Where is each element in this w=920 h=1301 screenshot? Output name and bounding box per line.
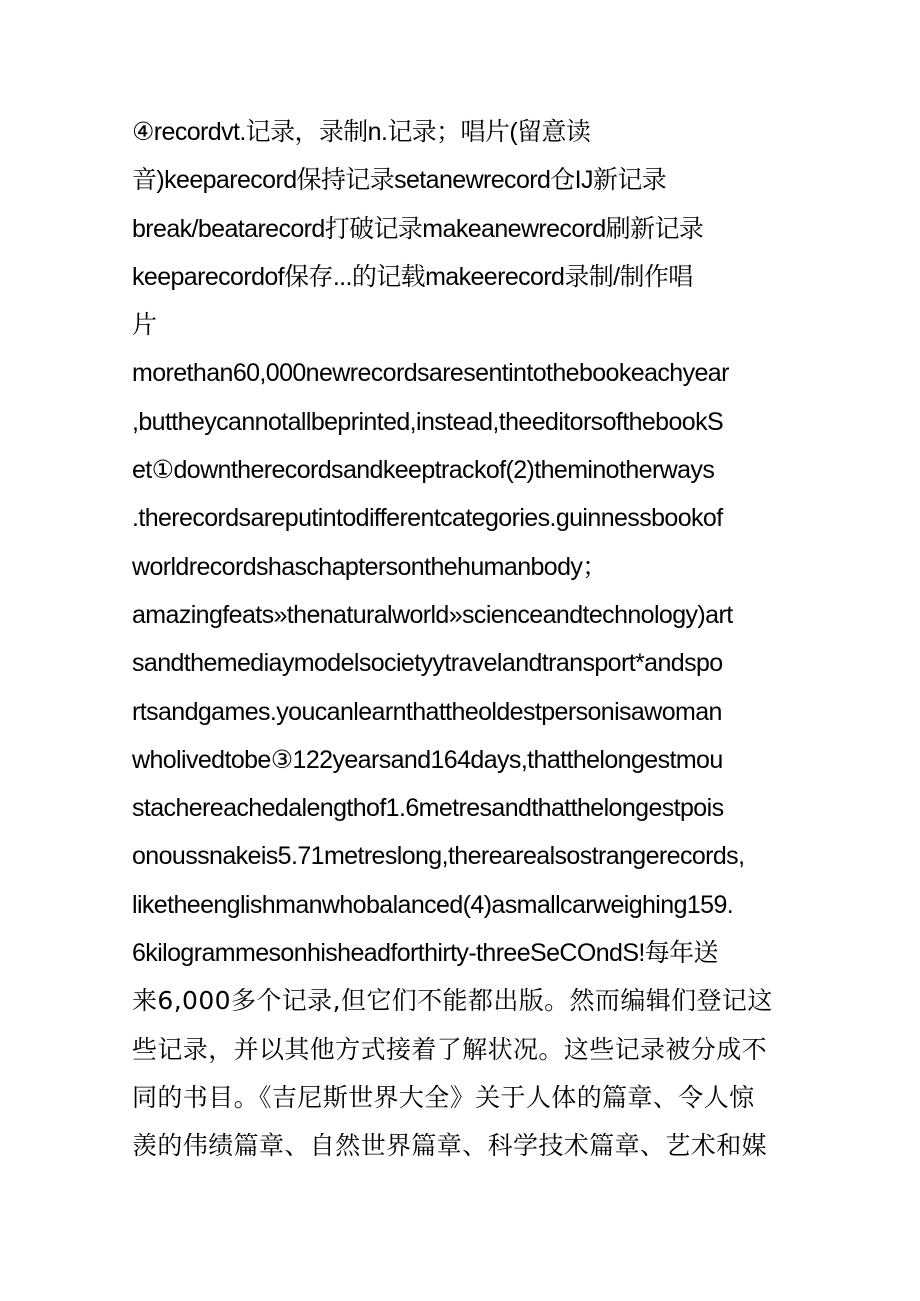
text-line-6: morethan60,000newrecordsaresentintothebookeachyear bbox=[132, 359, 729, 388]
text-line-3: break/beatarecord打破记录makeanewrecord刷新记录 bbox=[132, 214, 704, 243]
text-line-7: ,buttheycannotallbeprinted,instead,theeditorsofthebookS bbox=[132, 407, 724, 436]
text-line-18: 6kilogrammesonhisheadforthirty-threeSeCOndS!每年送 bbox=[132, 939, 718, 968]
text-line-17: liketheenglishmanwhobalanced(4)asmallcarweighing159. bbox=[132, 890, 734, 919]
text-line-22: 羡的伟绩篇章、自然世界篇章、科学技术篇章、艺术和媒 bbox=[132, 1131, 768, 1161]
text-line-19: 来6,000多个记录,但它们不能都出版。然而编辑们登记这 bbox=[132, 986, 773, 1016]
text-line-2: 音)keeparecord保持记录setanewrecord仓IJ新记录 bbox=[132, 166, 667, 195]
text-line-12: sandthemediaymodelsocietyytravelandtransport*andspo bbox=[132, 649, 723, 678]
text-line-5: 片 bbox=[132, 311, 157, 340]
text-line-13: rtsandgames.youcanlearnthattheoldestpersonisawoman bbox=[132, 697, 722, 726]
text-line-11: amazingfeats»thenaturalworld»scienceandtechnology)art bbox=[132, 600, 733, 629]
text-line-14: wholivedtobe③122yearsand164days,thatthelongestmou bbox=[132, 745, 723, 774]
text-line-21: 同的书目。《吉尼斯世界大全》关于人体的篇章、令人惊 bbox=[132, 1082, 755, 1112]
text-line-10: worldrecordshaschaptersonthehumanbody； bbox=[132, 552, 607, 581]
body-text bbox=[132, 108, 792, 1171]
text-line-15: stachereachedalengthof1.6metresandthatthelongestpois bbox=[132, 794, 724, 823]
text-line-4: keeparecordof保存...的记载makeerecord录制/制作唱 bbox=[132, 262, 693, 291]
text-line-9: .therecordsareputintodifferentcategories.guinnessbookof bbox=[132, 504, 723, 533]
text-line-1: ④recordvt.记录，录制n.记录；唱片(留意读 bbox=[132, 118, 591, 146]
text-line-16: onoussnakeis5.71metreslong,therearealsostrangerecords, bbox=[132, 842, 745, 871]
text-line-8: et①downtherecordsandkeeptrackof(2)theminotherways bbox=[132, 456, 715, 485]
text-line-20: 些记录，并以其他方式接着了解状况。这些记录被分成不 bbox=[132, 1034, 768, 1064]
